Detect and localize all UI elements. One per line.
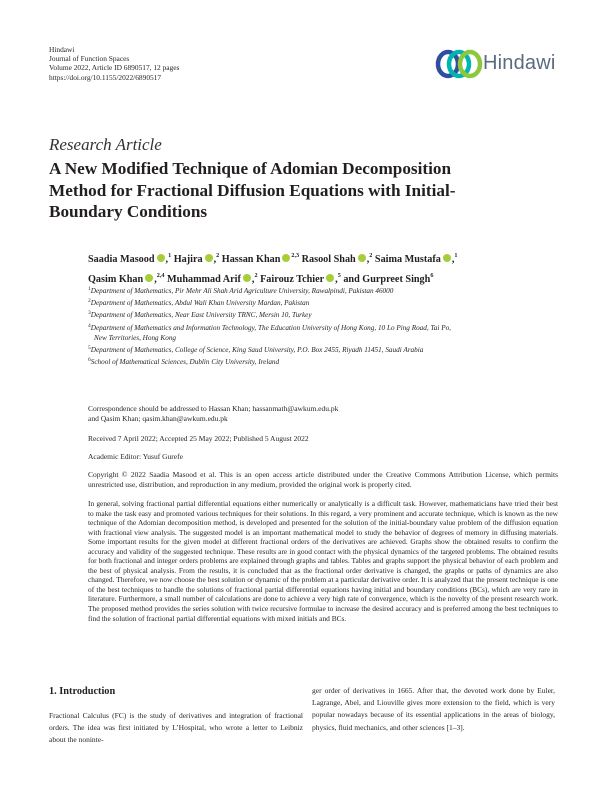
author: [222, 254, 299, 265]
author-affiliation-number: 2: [254, 272, 258, 279]
affiliation-number: 1: [88, 286, 91, 292]
affiliation-text: Department of Mathematics and Information Technology, The Education University of Hong Kong, 10 Lo Ping Road, Tai Po,: [90, 323, 451, 332]
doi-link[interactable]: https://doi.org/10.1155/2022/6890517: [49, 72, 162, 82]
author-affiliation-number: 1: [454, 252, 458, 259]
journal-header: [49, 45, 179, 82]
author-name: Saima Mustafa: [374, 254, 441, 265]
orcid-icon[interactable]: [243, 274, 251, 282]
author-name: Rasool Shah: [301, 254, 356, 265]
author-affiliation-number: 5: [337, 272, 341, 279]
paper-title: A New Modified Technique of Adomian Decomposition Method for Fractional Diffusion Equations with Initial-Boundary Conditions: [49, 159, 456, 221]
correspondence-line-1: Correspondence should be addressed to Hassan Khan; hassanmath@awkum.edu.pk: [88, 404, 339, 413]
author-name: Hassan Khan: [221, 254, 281, 265]
author-affiliation-number: 2: [369, 252, 373, 259]
orcid-icon[interactable]: [326, 274, 334, 282]
affiliation-text-continued: New Territories, Hong Kong: [94, 333, 177, 342]
author: Saima Mustafa ,$^1$: [374, 252, 458, 265]
affiliation: [88, 343, 558, 355]
section-heading-introduction: 1. Introduction: [49, 686, 116, 697]
author-affiliation-number: 1: [168, 252, 172, 259]
affiliation-number: 5: [88, 345, 91, 352]
orcid-icon[interactable]: [443, 254, 451, 262]
author-name: Qasim Khan: [88, 274, 144, 285]
orcid-icon[interactable]: [145, 274, 153, 282]
author-name: Muhammad Arif: [167, 274, 241, 285]
abstract: In general, solving fractional partial differential equations either numerically or analytically is a difficult task. However, mathematicians have tried their best to make the task easy and promoted various techniques for their solutions. In this regard, a very prominent and accurate technique, which is known as the new technique of the Adomian decomposition method, is developed and presented for the solution of the initial-boundary value problem of the diffusion equation with fractional view analysis. The suggested model is an important mathematical model to study the behavior of degrees of memory in diffusing materials. Some important results for the given model at different fractional orders of the derivatives are achieved. Graphs show the obtained results to confirm the accuracy and validity of the suggested technique. These results are in good contact with the physical dynamics of the targeted problems. The obtained results for both fractional and integer orders problems are explained through graphs and tables. Tables and graphs support the physical behavior of each problem and the best of physical analysis. From the results, it is concluded that as the fractional order derivative is changed, the graphs or paths of dynamics are also changed. Therefore, we now choose the best solution or dynamic of the problem at a particular derivative order. It is analyzed that the present technique is one of the best techniques to handle the solutions of fractional partial differential equations having initial and boundary conditions (BCs), which are very rare in literature. Furthermore, a small number of calculations are done to achieve a very high rate of convergence, which is the novelty of the present research work. The proposed method provides the series solution with twice recursive formulae to increase the desired accuracy and is preferred among the best techniques to find the solution of fractional partial differential equations with mixed initials and BCs.: [88, 499, 558, 623]
article-type: Research Article: [49, 135, 162, 154]
author: Qasim Khan ,$^{2,4}$: [88, 272, 165, 285]
journal-name: Journal of Function Spaces: [49, 54, 130, 64]
hindawi-rings-icon: [435, 47, 483, 81]
author-affiliation-number: 2: [216, 252, 220, 259]
author-affiliation-number: 2,4: [156, 272, 165, 279]
affiliation-text: Department of Mathematics, Near East University TRNC, Mersin 10, Turkey: [90, 311, 312, 320]
affiliation: [88, 321, 558, 343]
orcid-icon[interactable]: [205, 254, 213, 262]
intro-column-1: Fractional Calculus (FC) is the study of derivatives and integration of fractional orders. The idea was first initiated by L’Hospital, who wrote a letter to Leibniz about the noninte-: [49, 711, 303, 745]
author-name: and Gurpreet Singh: [343, 274, 431, 285]
author-affiliation-number: 2,3: [291, 252, 300, 259]
affiliation: [88, 308, 558, 320]
author: Rasool Shah ,$^2$: [301, 252, 373, 265]
volume-line: Volume 2022, Article ID 6890517, 12 pages: [49, 63, 180, 73]
affiliation-number: 3: [88, 310, 91, 317]
intro-column-2: ger order of derivatives in 1665. After that, the devoted work done by Euler, Lagrange, Abel, and Liouville gives more extension to the field, which is very popular nowadays because of its essential applications in the areas of biology, physics, fluid mechanics, and other sciences [1–3].: [312, 686, 555, 732]
hindawi-logo: [435, 47, 555, 81]
affiliation: [88, 284, 558, 296]
author: Muhammad Arif ,$^2$: [167, 272, 258, 285]
author-name: Hajira: [173, 254, 203, 265]
publisher-name: Hindawi: [49, 45, 75, 54]
logo-text: Hindawi: [483, 52, 556, 74]
author: Fairouz Tchier ,$^5$: [260, 272, 341, 285]
affiliation-text: Department of Mathematics, Abdul Wali Khan University Mardan, Pakistan: [90, 299, 310, 308]
affiliation-text: Department of Mathematics, Pir Mehr Ali Shah Arid Agriculture University, Rawalpindi, Pakistan 46000: [90, 287, 394, 295]
academic-editor: Academic Editor: Yusuf Gurefe: [88, 452, 183, 461]
affiliation-text: Department of Mathematics, College of Science, King Saud University, P.O. Box 2455, Riyadh 11451, Saudi Arabia: [90, 346, 424, 355]
affiliation-text: School of Mathematical Sciences, Dublin City University, Ireland: [90, 358, 280, 367]
affiliation-number: 6: [88, 357, 91, 364]
author: Saadia Masood ,$^1$: [88, 252, 172, 265]
publication-dates: Received 7 April 2022; Accepted 25 May 2022; Published 5 August 2022: [88, 434, 309, 443]
author-name: Saadia Masood: [88, 254, 155, 265]
affiliation-number: 2: [88, 298, 91, 305]
orcid-icon[interactable]: [282, 254, 290, 262]
author: Hajira ,$^2$: [173, 252, 220, 265]
author-affiliation-number: 6: [430, 272, 434, 279]
correspondence: [88, 404, 558, 424]
affiliation: [88, 355, 558, 367]
copyright-notice: Copyright © 2022 Saadia Masood et al. This is an open access article distributed under the Creative Commons Attribution License, which permits unrestricted use, distribution, and reproduction in any medium, provided the original work is properly cited.: [88, 470, 558, 489]
author-list: [88, 248, 548, 288]
correspondence-line-2: and Qasim Khan; qasim.khan@awkum.edu.pk: [88, 413, 228, 423]
affiliation-list: [88, 284, 558, 367]
affiliation-number: 4: [88, 322, 91, 329]
author-name: Fairouz Tchier: [260, 274, 325, 285]
affiliation: [88, 296, 558, 308]
orcid-icon[interactable]: [157, 254, 165, 262]
orcid-icon[interactable]: [358, 254, 366, 262]
